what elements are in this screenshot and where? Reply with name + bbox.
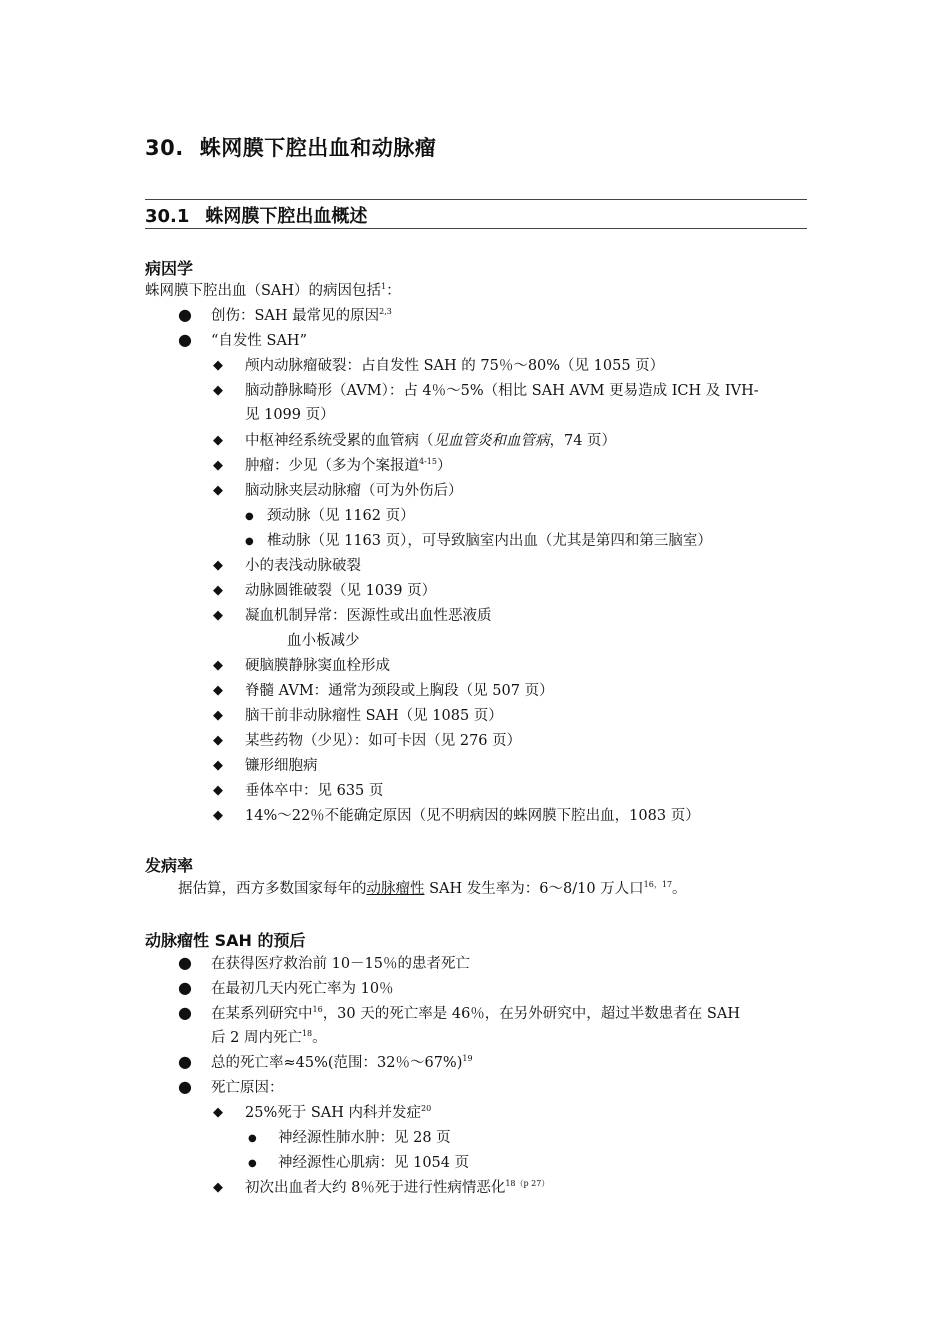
list-item-aneurysm: 颅内动脉瘤破裂：占自发性 SAH 的 75％～80%（见 1055 页）	[245, 358, 665, 374]
list-item-pretruncal: 脑干前非动脉瘤性 SAH（见 1085 页）	[245, 708, 503, 724]
small-bullet-icon: ●	[248, 1133, 257, 1144]
bullet-icon: ●	[178, 330, 192, 349]
bullet-icon: ●	[178, 1003, 192, 1022]
list-item-avm: 脑动静脉畸形（AVM）：占 4％～5%（相比 SAH AVM 更易造成 ICH 及 IVH-	[245, 383, 759, 399]
diamond-bullet-icon: ◆	[213, 558, 223, 573]
list-item-vasculopathy: 中枢神经系统受累的血管病（见血管炎和血管病，74 页）	[245, 433, 617, 449]
list-item-coagulopathy: 凝血机制异常：医源性或出血性恶液质	[245, 608, 492, 624]
list-item-carotid: 颈动脉（见 1162 页）	[267, 508, 415, 524]
small-bullet-icon: ●	[245, 536, 254, 547]
bullet-icon: ●	[178, 1077, 192, 1096]
list-item-causes: 死亡原因：	[211, 1080, 284, 1096]
list-item-cardiomyopathy: 神经源性心肌病：见 1054 页	[278, 1155, 470, 1171]
section-number: 30.1	[145, 206, 190, 227]
list-item-tumor: 肿瘤：少见（多为个案报道$^{4-15}$）	[245, 457, 452, 474]
prognosis-heading: 动脉瘤性 SAH 的预后	[145, 931, 306, 950]
list-item-rebleed: 初次出血者大约 8％死于进行性病情恶化$^{18(p 27)}$	[245, 1179, 550, 1196]
list-item-spinal-avm: 脊髓 AVM：通常为颈段或上胸段（见 507 页）	[245, 683, 554, 699]
list-item-overall: 总的死亡率≈45%(范围：32％～67%)$^{19}$	[211, 1054, 473, 1071]
diamond-bullet-icon: ◆	[213, 708, 223, 723]
diamond-bullet-icon: ◆	[213, 458, 223, 473]
incidence-text: 据估算，西方多数国家每年的动脉瘤性 SAH 发生率为：6～8/10 万人口$^{16,17}$。	[178, 880, 687, 897]
diamond-bullet-icon: ◆	[213, 383, 223, 398]
diamond-bullet-icon: ◆	[213, 433, 223, 448]
section-title	[145, 202, 367, 228]
etiology-intro: 蛛网膜下腔出血（SAH）的病因包括$^1$：	[145, 282, 401, 299]
list-item-medical: 25%死于 SAH 内科并发症$^{20}$	[245, 1104, 432, 1121]
list-item-conus: 动脉圆锥破裂（见 1039 页）	[245, 583, 437, 599]
bullet-icon: ●	[178, 978, 192, 997]
bullet-icon: ●	[178, 953, 192, 972]
diamond-bullet-icon: ◆	[213, 783, 223, 798]
list-item-apoplexy: 垂体卒中：见 635 页	[245, 783, 384, 799]
chapter-title-text: 蛛网膜下腔出血和动脉瘤	[199, 136, 437, 160]
diamond-bullet-icon: ◆	[213, 683, 223, 698]
etiology-heading: 病因学	[145, 259, 194, 278]
diamond-bullet-icon: ◆	[213, 808, 223, 823]
section-title-text: 蛛网膜下腔出血概述	[205, 206, 368, 227]
list-item-study: 在某系列研究中$^{16}$，30 天的死亡率是 46％，在另外研究中，超过半数患者在 SAH	[211, 1005, 740, 1022]
diamond-bullet-icon: ◆	[213, 483, 223, 498]
bullet-icon: ●	[178, 305, 192, 324]
list-item-coagulopathy-cont: 血小板减少	[287, 633, 360, 649]
section-rule-bottom	[145, 228, 807, 229]
small-bullet-icon: ●	[245, 511, 254, 522]
chapter-title	[145, 132, 436, 162]
bullet-icon: ●	[178, 1052, 192, 1071]
list-item-unknown: 14%～22％不能确定原因（见不明病因的蛛网膜下腔出血，1083 页）	[245, 808, 700, 824]
diamond-bullet-icon: ◆	[213, 583, 223, 598]
list-item-pulmonary-edema: 神经源性肺水肿：见 28 页	[278, 1130, 451, 1146]
list-item-prehospital: 在获得医疗救治前 10－15％的患者死亡	[211, 956, 471, 972]
diamond-bullet-icon: ◆	[213, 608, 223, 623]
list-item-early-mortality: 在最初几天内死亡率为 10％	[211, 981, 394, 997]
chapter-number: 30.	[145, 136, 184, 160]
section-rule-top	[145, 199, 807, 200]
small-bullet-icon: ●	[248, 1158, 257, 1169]
diamond-bullet-icon: ◆	[213, 658, 223, 673]
list-item-superficial: 小的表浅动脉破裂	[245, 558, 361, 574]
list-item-vertebral: 椎动脉（见 1163 页），可导致脑室内出血（尤其是第四和第三脑室）	[267, 533, 712, 549]
list-item-drugs: 某些药物（少见）：如可卡因（见 276 页）	[245, 733, 522, 749]
list-item-sinus-thrombosis: 硬脑膜静脉窦血栓形成	[245, 658, 390, 674]
list-item-study-cont: 后 2 周内死亡$^{18}$。	[211, 1029, 327, 1046]
diamond-bullet-icon: ◆	[213, 358, 223, 373]
diamond-bullet-icon: ◆	[213, 733, 223, 748]
list-item-trauma: 创伤：SAH 最常见的原因$^{2,3}$	[211, 307, 392, 324]
list-item-spontaneous: “自发性 SAH”	[211, 333, 307, 349]
incidence-heading: 发病率	[145, 856, 194, 875]
diamond-bullet-icon: ◆	[213, 1180, 223, 1195]
diamond-bullet-icon: ◆	[213, 758, 223, 773]
list-item-dissection: 脑动脉夹层动脉瘤（可为外伤后）	[245, 483, 463, 499]
list-item-avm-cont: 见 1099 页）	[245, 407, 335, 423]
list-item-sickle-cell: 镰形细胞病	[245, 758, 318, 774]
diamond-bullet-icon: ◆	[213, 1105, 223, 1120]
